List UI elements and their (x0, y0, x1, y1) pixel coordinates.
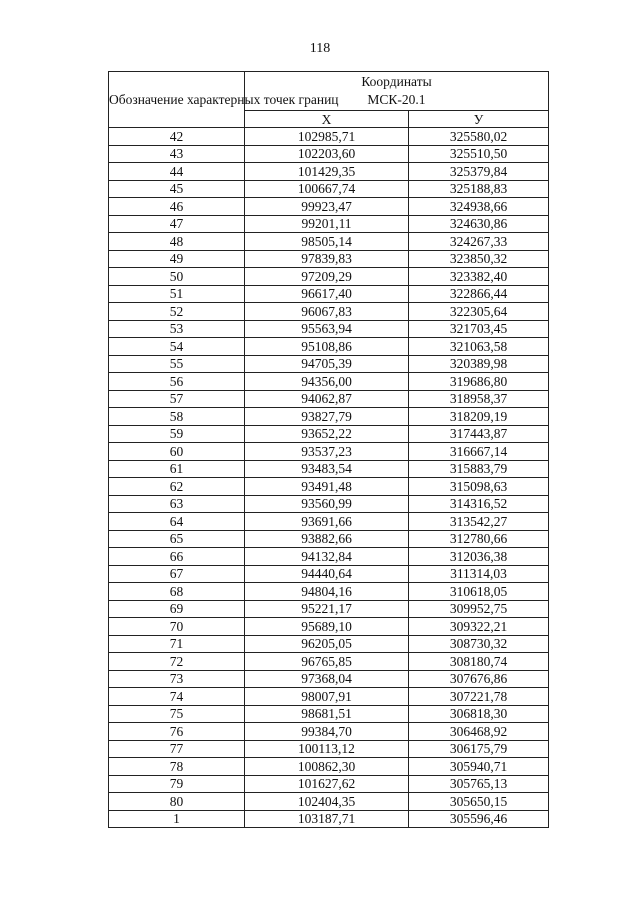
table-row (109, 793, 549, 811)
table-row (109, 548, 549, 566)
x-coordinate-cell: 98505,14 (245, 233, 409, 251)
y-coordinate-cell: 325379,84 (409, 163, 549, 181)
table-row (109, 810, 549, 828)
y-coordinate-cell: 310618,05 (409, 583, 549, 601)
x-coordinate-cell: 99384,70 (245, 723, 409, 741)
x-coordinate-cell: 97209,29 (245, 268, 409, 286)
y-coordinate-cell: 305765,13 (409, 775, 549, 793)
x-coordinate-cell: 94356,00 (245, 373, 409, 391)
point-cell: 69 (109, 600, 245, 618)
y-coordinate-cell: 318958,37 (409, 390, 549, 408)
point-cell: 74 (109, 688, 245, 706)
table-row (109, 670, 549, 688)
point-cell: 42 (109, 128, 245, 146)
y-coordinate-cell: 312036,38 (409, 548, 549, 566)
table-row (109, 425, 549, 443)
table-row (109, 338, 549, 356)
point-cell: 57 (109, 390, 245, 408)
y-coordinate-cell: 306468,92 (409, 723, 549, 741)
y-coordinate-cell: 306818,30 (409, 705, 549, 723)
table-row (109, 390, 549, 408)
y-coordinate-cell: 321703,45 (409, 320, 549, 338)
y-coordinate-cell: 319686,80 (409, 373, 549, 391)
coordinates-table (108, 71, 549, 828)
point-cell: 78 (109, 758, 245, 776)
point-cell: 55 (109, 355, 245, 373)
y-coordinate-cell: 305596,46 (409, 810, 549, 828)
x-coordinate-cell: 93537,23 (245, 443, 409, 461)
table-row (109, 355, 549, 373)
point-cell: 76 (109, 723, 245, 741)
x-coordinate-cell: 97839,83 (245, 250, 409, 268)
y-coordinate-cell: 309952,75 (409, 600, 549, 618)
point-cell: 43 (109, 145, 245, 163)
x-coordinate-cell: 94440,64 (245, 565, 409, 583)
point-cell: 1 (109, 810, 245, 828)
table-row (109, 618, 549, 636)
y-coordinate-cell: 315098,63 (409, 478, 549, 496)
point-cell: 60 (109, 443, 245, 461)
x-coordinate-cell: 94705,39 (245, 355, 409, 373)
x-coordinate-cell: 103187,71 (245, 810, 409, 828)
table-row (109, 128, 549, 146)
point-cell: 45 (109, 180, 245, 198)
x-coordinate-cell: 96205,05 (245, 635, 409, 653)
y-coordinate-cell: 308180,74 (409, 653, 549, 671)
x-column-header: X (245, 111, 409, 128)
y-coordinate-cell: 323382,40 (409, 268, 549, 286)
point-cell: 65 (109, 530, 245, 548)
x-coordinate-cell: 95689,10 (245, 618, 409, 636)
y-coordinate-cell: 324267,33 (409, 233, 549, 251)
x-coordinate-cell: 95221,17 (245, 600, 409, 618)
y-coordinate-cell: 311314,03 (409, 565, 549, 583)
table-body (109, 128, 549, 828)
table-row (109, 530, 549, 548)
y-coordinate-cell: 307221,78 (409, 688, 549, 706)
x-coordinate-cell: 100862,30 (245, 758, 409, 776)
x-coordinate-cell: 96765,85 (245, 653, 409, 671)
x-coordinate-cell: 101627,62 (245, 775, 409, 793)
table-row (109, 163, 549, 181)
point-cell: 58 (109, 408, 245, 426)
y-coordinate-cell: 322305,64 (409, 303, 549, 321)
y-coordinate-cell: 324938,66 (409, 198, 549, 216)
table-row (109, 600, 549, 618)
y-coordinate-cell: 325510,50 (409, 145, 549, 163)
y-coordinate-cell: 321063,58 (409, 338, 549, 356)
table-row (109, 705, 549, 723)
y-coordinate-cell: 305940,71 (409, 758, 549, 776)
table-row (109, 268, 549, 286)
table-row (109, 565, 549, 583)
table-row (109, 653, 549, 671)
x-coordinate-cell: 101429,35 (245, 163, 409, 181)
x-coordinate-cell: 102404,35 (245, 793, 409, 811)
x-coordinate-cell: 93882,66 (245, 530, 409, 548)
y-coordinate-cell: 309322,21 (409, 618, 549, 636)
x-coordinate-cell: 93560,99 (245, 495, 409, 513)
x-coordinate-cell: 95108,86 (245, 338, 409, 356)
table-row (109, 740, 549, 758)
table-row (109, 443, 549, 461)
y-coordinate-cell: 322866,44 (409, 285, 549, 303)
y-coordinate-cell: 324630,86 (409, 215, 549, 233)
point-cell: 46 (109, 198, 245, 216)
point-cell: 77 (109, 740, 245, 758)
table-row (109, 460, 549, 478)
x-coordinate-cell: 99201,11 (245, 215, 409, 233)
table-row (109, 373, 549, 391)
x-coordinate-cell: 102203,60 (245, 145, 409, 163)
y-coordinate-cell: 317443,87 (409, 425, 549, 443)
point-cell: 56 (109, 373, 245, 391)
table-row (109, 478, 549, 496)
table-row (109, 285, 549, 303)
y-coordinate-cell: 316667,14 (409, 443, 549, 461)
point-cell: 47 (109, 215, 245, 233)
table-row (109, 250, 549, 268)
coordinate-system-label: МСК-20.1 (367, 92, 426, 107)
x-coordinate-cell: 93652,22 (245, 425, 409, 443)
point-cell: 70 (109, 618, 245, 636)
x-coordinate-cell: 102985,71 (245, 128, 409, 146)
x-coordinate-cell: 93691,66 (245, 513, 409, 531)
table-row (109, 320, 549, 338)
table-row (109, 723, 549, 741)
table-row (109, 233, 549, 251)
coordinates-label: Координаты (361, 74, 432, 89)
x-coordinate-cell: 98007,91 (245, 688, 409, 706)
x-coordinate-cell: 96067,83 (245, 303, 409, 321)
point-cell: 72 (109, 653, 245, 671)
x-coordinate-cell: 94804,16 (245, 583, 409, 601)
x-coordinate-cell: 93827,79 (245, 408, 409, 426)
point-cell: 63 (109, 495, 245, 513)
y-coordinate-cell: 318209,19 (409, 408, 549, 426)
table-row (109, 215, 549, 233)
table-row (109, 688, 549, 706)
point-cell: 62 (109, 478, 245, 496)
point-cell: 68 (109, 583, 245, 601)
point-cell: 51 (109, 285, 245, 303)
y-coordinate-cell: 313542,27 (409, 513, 549, 531)
table-row (109, 145, 549, 163)
table-row (109, 408, 549, 426)
y-coordinate-cell: 325580,02 (409, 128, 549, 146)
point-cell: 53 (109, 320, 245, 338)
point-column-header: Обозначение характерных точек границ (109, 72, 245, 128)
x-coordinate-cell: 97368,04 (245, 670, 409, 688)
y-coordinate-cell: 305650,15 (409, 793, 549, 811)
x-coordinate-cell: 98681,51 (245, 705, 409, 723)
y-column-header: У (409, 111, 549, 128)
point-cell: 59 (109, 425, 245, 443)
page-number: 118 (309, 41, 331, 56)
y-coordinate-cell: 323850,32 (409, 250, 549, 268)
table-row (109, 198, 549, 216)
x-coordinate-cell: 99923,47 (245, 198, 409, 216)
table-row (109, 635, 549, 653)
point-cell: 44 (109, 163, 245, 181)
table-row (109, 758, 549, 776)
y-coordinate-cell: 308730,32 (409, 635, 549, 653)
point-cell: 66 (109, 548, 245, 566)
x-coordinate-cell: 93483,54 (245, 460, 409, 478)
point-cell: 73 (109, 670, 245, 688)
x-coordinate-cell: 93491,48 (245, 478, 409, 496)
table-row (109, 495, 549, 513)
y-coordinate-cell: 307676,86 (409, 670, 549, 688)
point-cell: 64 (109, 513, 245, 531)
x-coordinate-cell: 95563,94 (245, 320, 409, 338)
point-cell: 80 (109, 793, 245, 811)
y-coordinate-cell: 320389,98 (409, 355, 549, 373)
point-cell: 79 (109, 775, 245, 793)
x-coordinate-cell: 100667,74 (245, 180, 409, 198)
table-row (109, 180, 549, 198)
table-row (109, 583, 549, 601)
y-coordinate-cell: 325188,83 (409, 180, 549, 198)
x-coordinate-cell: 94132,84 (245, 548, 409, 566)
point-cell: 52 (109, 303, 245, 321)
point-cell: 67 (109, 565, 245, 583)
y-coordinate-cell: 306175,79 (409, 740, 549, 758)
table-row (109, 513, 549, 531)
y-coordinate-cell: 314316,52 (409, 495, 549, 513)
table-row (109, 303, 549, 321)
point-cell: 50 (109, 268, 245, 286)
point-cell: 48 (109, 233, 245, 251)
point-cell: 49 (109, 250, 245, 268)
x-coordinate-cell: 96617,40 (245, 285, 409, 303)
point-cell: 71 (109, 635, 245, 653)
x-coordinate-cell: 100113,12 (245, 740, 409, 758)
point-cell: 54 (109, 338, 245, 356)
x-coordinate-cell: 94062,87 (245, 390, 409, 408)
y-coordinate-cell: 315883,79 (409, 460, 549, 478)
point-cell: 61 (109, 460, 245, 478)
y-coordinate-cell: 312780,66 (409, 530, 549, 548)
point-cell: 75 (109, 705, 245, 723)
table-row (109, 775, 549, 793)
table-header (109, 72, 549, 128)
